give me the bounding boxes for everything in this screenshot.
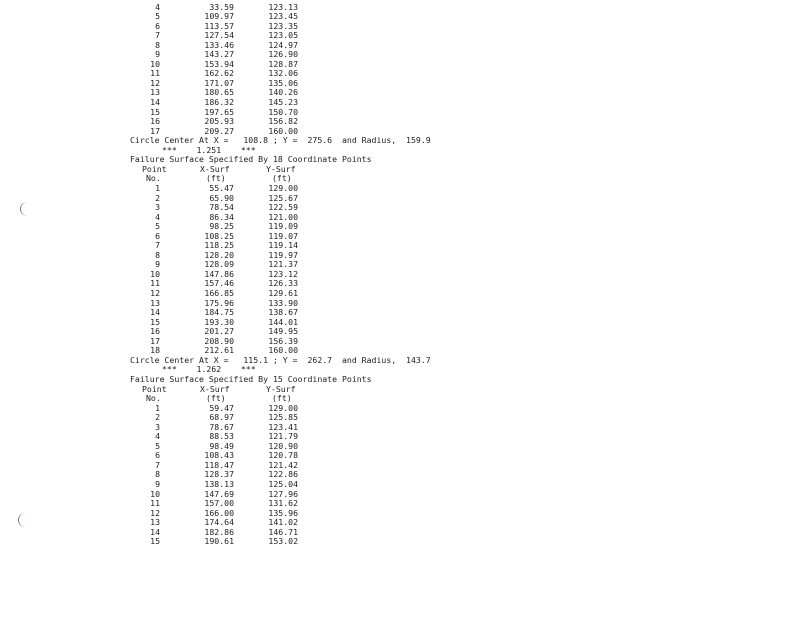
x-surf-value: 190.61 xyxy=(204,536,234,547)
y-surf-value: 123.45 xyxy=(268,11,298,22)
x-surf-value: 78.67 xyxy=(209,421,234,432)
point-number: 18 xyxy=(150,345,160,356)
col-x-unit: (ft) xyxy=(206,173,226,184)
x-surf-value: 98.25 xyxy=(209,221,234,232)
point-number: 6 xyxy=(155,20,160,31)
x-surf-value: 65.90 xyxy=(209,192,234,203)
x-surf-value: 193.30 xyxy=(204,316,234,327)
x-surf-value: 157.00 xyxy=(204,498,234,509)
x-surf-value: 118.25 xyxy=(204,240,234,251)
y-surf-value: 160.00 xyxy=(268,345,298,356)
y-surf-value: 119.09 xyxy=(268,221,298,232)
col-point-label: Point xyxy=(142,163,167,174)
point-number: 8 xyxy=(155,249,160,260)
y-surf-value: 126.90 xyxy=(268,49,298,60)
x-surf-value: 127.54 xyxy=(204,30,234,41)
y-surf-value: 119.07 xyxy=(268,230,298,241)
y-surf-value: 141.02 xyxy=(268,517,298,528)
x-surf-value: 113.57 xyxy=(204,20,234,31)
x-surf-value: 88.53 xyxy=(209,431,234,442)
point-number: 7 xyxy=(155,459,160,470)
y-surf-value: 119.14 xyxy=(268,240,298,251)
point-number: 11 xyxy=(150,278,160,289)
x-surf-value: 143.27 xyxy=(204,49,234,60)
point-number: 11 xyxy=(150,68,160,79)
point-number: 15 xyxy=(150,106,160,117)
y-surf-value: 131.62 xyxy=(268,498,298,509)
x-surf-value: 205.93 xyxy=(204,116,234,127)
x-surf-value: 78.54 xyxy=(209,202,234,213)
x-surf-value: 175.96 xyxy=(204,297,234,308)
surface-header: Failure Surface Specified By 15 Coordinate Points xyxy=(130,373,372,384)
x-surf-value: 33.59 xyxy=(209,1,234,12)
point-number: 16 xyxy=(150,116,160,127)
point-number: 16 xyxy=(150,326,160,337)
col-y-unit: (ft) xyxy=(272,173,292,184)
point-number: 7 xyxy=(155,30,160,41)
point-number: 13 xyxy=(150,87,160,98)
point-number: 9 xyxy=(155,479,160,489)
point-number: 10 xyxy=(150,58,160,69)
x-surf-value: 55.47 xyxy=(209,182,234,193)
point-number: 11 xyxy=(150,498,160,509)
point-number: 14 xyxy=(150,526,160,537)
point-number: 13 xyxy=(150,517,160,528)
x-surf-value: 157.46 xyxy=(204,278,234,289)
x-surf-value: 184.75 xyxy=(204,307,234,318)
x-surf-value: 68.97 xyxy=(209,412,234,423)
col-no-label: No. xyxy=(146,393,161,404)
y-surf-value: 123.12 xyxy=(268,268,298,279)
x-surf-value: 171.07 xyxy=(204,77,234,88)
x-surf-value: 59.47 xyxy=(209,402,234,413)
x-surf-value: 147.69 xyxy=(204,488,234,499)
x-surf-value: 197.65 xyxy=(204,106,234,117)
col-x-unit: (ft) xyxy=(206,393,226,404)
point-number: 14 xyxy=(150,97,160,107)
x-surf-value: 133.46 xyxy=(204,39,234,50)
y-surf-value: 123.35 xyxy=(268,20,298,31)
factor-of-safety: *** 1.251 *** xyxy=(162,144,256,155)
x-surf-value: 166.00 xyxy=(204,507,234,518)
point-number: 12 xyxy=(150,77,160,88)
y-surf-value: 123.05 xyxy=(268,30,298,41)
y-surf-value: 120.78 xyxy=(268,450,298,461)
y-surf-value: 127.96 xyxy=(268,488,298,499)
y-surf-value: 125.04 xyxy=(268,479,298,489)
point-number: 14 xyxy=(150,307,160,318)
y-surf-value: 156.39 xyxy=(268,335,298,346)
col-x-label: X-Surf xyxy=(200,383,230,394)
y-surf-value: 149.95 xyxy=(268,326,298,337)
col-no-label: No. xyxy=(146,173,161,184)
margin-mark xyxy=(20,202,35,216)
x-surf-value: 108.43 xyxy=(204,450,234,461)
y-surf-value: 119.97 xyxy=(268,249,298,260)
y-surf-value: 126.33 xyxy=(268,278,298,289)
x-surf-value: 118.47 xyxy=(204,459,234,470)
y-surf-value: 125.85 xyxy=(268,412,298,423)
x-surf-value: 147.86 xyxy=(204,268,234,279)
x-surf-value: 108.25 xyxy=(204,230,234,241)
y-surf-value: 121.37 xyxy=(268,259,298,270)
y-surf-value: 121.42 xyxy=(268,459,298,470)
x-surf-value: 138.13 xyxy=(204,479,234,489)
x-surf-value: 128.09 xyxy=(204,259,234,270)
point-number: 9 xyxy=(155,49,160,60)
y-surf-value: 156.82 xyxy=(268,116,298,127)
point-number: 2 xyxy=(155,192,160,203)
col-y-label: Y-Surf xyxy=(266,383,296,394)
x-surf-value: 162.62 xyxy=(204,68,234,79)
y-surf-value: 120.90 xyxy=(268,440,298,451)
col-y-label: Y-Surf xyxy=(266,163,296,174)
y-surf-value: 135.96 xyxy=(268,507,298,518)
y-surf-value: 153.02 xyxy=(268,536,298,547)
point-number: 10 xyxy=(150,488,160,499)
x-surf-value: 180.65 xyxy=(204,87,234,98)
point-number: 13 xyxy=(150,297,160,308)
x-surf-value: 98.49 xyxy=(209,440,234,451)
point-number: 10 xyxy=(150,268,160,279)
x-surf-value: 209.27 xyxy=(204,125,234,136)
y-surf-value: 122.59 xyxy=(268,202,298,213)
point-number: 17 xyxy=(150,125,160,136)
y-surf-value: 160.00 xyxy=(268,125,298,136)
x-surf-value: 128.20 xyxy=(204,249,234,260)
x-surf-value: 109.97 xyxy=(204,11,234,22)
y-surf-value: 121.00 xyxy=(268,211,298,222)
y-surf-value: 124.97 xyxy=(268,39,298,50)
point-number: 9 xyxy=(155,259,160,270)
y-surf-value: 123.41 xyxy=(268,421,298,432)
point-number: 2 xyxy=(155,412,160,423)
y-surf-value: 132.06 xyxy=(268,68,298,79)
x-surf-value: 212.61 xyxy=(204,345,234,356)
x-surf-value: 208.90 xyxy=(204,335,234,346)
point-number: 8 xyxy=(155,39,160,50)
y-surf-value: 150.70 xyxy=(268,106,298,117)
point-number: 4 xyxy=(155,211,160,222)
y-surf-value: 129.61 xyxy=(268,288,298,298)
point-number: 17 xyxy=(150,335,160,346)
point-number: 12 xyxy=(150,288,160,298)
point-number: 1 xyxy=(155,402,160,413)
x-surf-value: 201.27 xyxy=(204,326,234,337)
point-number: 4 xyxy=(155,1,160,12)
y-surf-value: 122.86 xyxy=(268,469,298,480)
y-surf-value: 129.00 xyxy=(268,182,298,193)
y-surf-value: 125.67 xyxy=(268,192,298,203)
x-surf-value: 153.94 xyxy=(204,58,234,69)
point-number: 15 xyxy=(150,536,160,547)
x-surf-value: 166.85 xyxy=(204,288,234,298)
y-surf-value: 146.71 xyxy=(268,526,298,537)
col-point-label: Point xyxy=(142,383,167,394)
point-number: 3 xyxy=(155,421,160,432)
point-number: 3 xyxy=(155,202,160,213)
x-surf-value: 174.64 xyxy=(204,517,234,528)
x-surf-value: 128.37 xyxy=(204,469,234,480)
surface-header: Failure Surface Specified By 18 Coordinate Points xyxy=(130,154,372,165)
point-number: 5 xyxy=(155,11,160,22)
x-surf-value: 186.32 xyxy=(204,97,234,107)
y-surf-value: 129.00 xyxy=(268,402,298,413)
y-surf-value: 140.26 xyxy=(268,87,298,98)
margin-mark xyxy=(18,513,33,527)
point-number: 15 xyxy=(150,316,160,327)
x-surf-value: 86.34 xyxy=(209,211,234,222)
point-number: 5 xyxy=(155,221,160,232)
circle-center-text: Circle Center At X = 108.8 ; Y = 275.6 and Radius, 159.9 xyxy=(130,135,431,146)
point-number: 8 xyxy=(155,469,160,480)
point-number: 4 xyxy=(155,431,160,442)
point-number: 12 xyxy=(150,507,160,518)
y-surf-value: 135.06 xyxy=(268,77,298,88)
y-surf-value: 133.90 xyxy=(268,297,298,308)
y-surf-value: 138.67 xyxy=(268,307,298,318)
col-y-unit: (ft) xyxy=(272,393,292,404)
point-number: 5 xyxy=(155,440,160,451)
y-surf-value: 123.13 xyxy=(268,1,298,12)
x-surf-value: 182.86 xyxy=(204,526,234,537)
point-number: 1 xyxy=(155,182,160,193)
y-surf-value: 128.87 xyxy=(268,58,298,69)
col-x-label: X-Surf xyxy=(200,163,230,174)
point-number: 6 xyxy=(155,230,160,241)
y-surf-value: 144.01 xyxy=(268,316,298,327)
circle-center-text: Circle Center At X = 115.1 ; Y = 262.7 and Radius, 143.7 xyxy=(130,354,431,365)
point-number: 6 xyxy=(155,450,160,461)
y-surf-value: 145.23 xyxy=(268,97,298,107)
factor-of-safety: *** 1.262 *** xyxy=(162,364,256,375)
point-number: 7 xyxy=(155,240,160,251)
y-surf-value: 121.79 xyxy=(268,431,298,442)
